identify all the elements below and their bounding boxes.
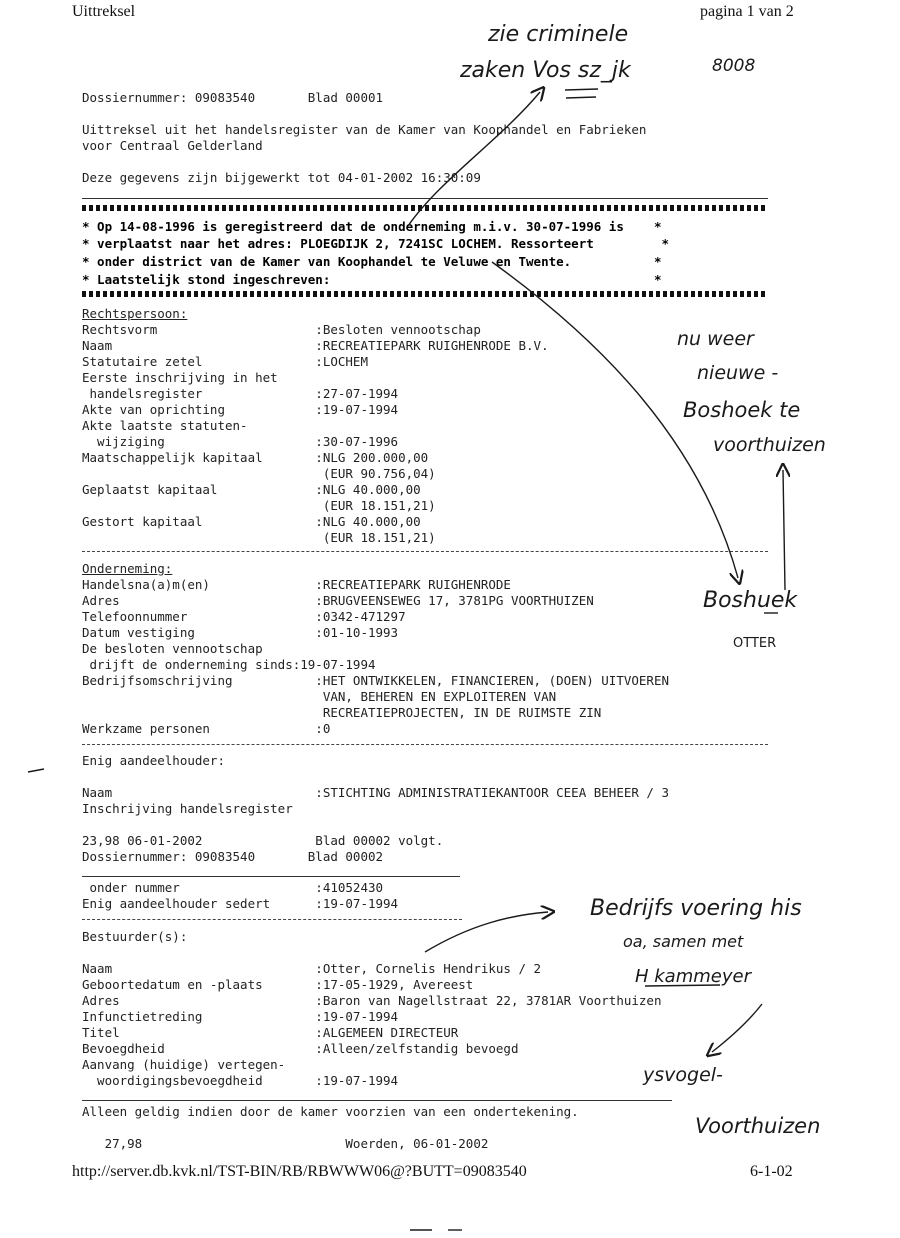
- dossier-line: Dossiernummer: 09083540 Blad 00001: [82, 90, 384, 105]
- field-row: woordigingsbevoegdheid :19-07-1994: [82, 1073, 399, 1088]
- document-footer: 27,98 Woerden, 06-01-2002: [82, 1136, 489, 1151]
- field-row: (EUR 90.756,04): [82, 466, 436, 481]
- handwritten-note: 8008: [712, 56, 756, 76]
- notice-line: * verplaatst naar het adres: PLOEGDIJK 2, 7241SC LOCHEM. Ressorteert *: [82, 236, 669, 251]
- field-row: Geplaatst kapitaal :NLG 40.000,00: [82, 482, 421, 497]
- validity-note: Alleen geldig indien door de kamer voorzien van een ondertekening.: [82, 1104, 579, 1119]
- arrow-to-boshuek: [492, 262, 738, 578]
- handwritten-note: OTTER: [733, 636, 777, 651]
- section-heading: Bestuurder(s):: [82, 929, 188, 944]
- updated-line: Deze gegevens zijn bijgewerkt tot 04-01-2002 16:30:09: [82, 170, 481, 185]
- underline-mark: [565, 89, 598, 90]
- field-row: Enig aandeelhouder sedert :19-07-1994: [82, 896, 399, 911]
- page-break-row: Dossiernummer: 09083540 Blad 00002: [82, 849, 384, 864]
- section-heading: Rechtspersoon:: [82, 306, 188, 321]
- field-row: Werkzame personen :0: [82, 721, 331, 736]
- field-row: Geboortedatum en -plaats :17-05-1929, Avereest: [82, 977, 474, 992]
- field-row: Gestort kapitaal :NLG 40.000,00: [82, 514, 421, 529]
- field-row: Statutaire zetel :LOCHEM: [82, 354, 368, 369]
- handwritten-note: zie criminele: [488, 22, 629, 47]
- arrow-to-crimineel: [408, 92, 540, 226]
- underline-mark: [566, 97, 596, 98]
- field-row: Naam :Otter, Cornelis Hendrikus / 2: [82, 961, 542, 976]
- arrow-to-voorthuizen: [783, 470, 785, 590]
- field-row: Maatschappelijk kapitaal :NLG 200.000,00: [82, 450, 429, 465]
- field-row: RECREATIEPROJECTEN, IN DE RUIMSTE ZIN: [82, 705, 602, 720]
- handwritten-note: zaken Vos sz_jk: [460, 58, 631, 83]
- header-left: Uittreksel: [72, 3, 136, 20]
- field-row: wijziging :30-07-1996: [82, 434, 399, 449]
- field-row: Telefoonnummer :0342-471297: [82, 609, 406, 624]
- field-row: Naam :RECREATIEPARK RUIGHENRODE B.V.: [82, 338, 549, 353]
- field-row: Titel :ALGEMEEN DIRECTEUR: [82, 1025, 459, 1040]
- header-page-number: pagina 1 van 2: [700, 3, 794, 20]
- handwritten-note: nu weer: [677, 328, 754, 350]
- page-break-row: 23,98 06-01-2002 Blad 00002 volgt.: [82, 833, 444, 848]
- field-row: Bevoegdheid :Alleen/zelfstandig bevoegd: [82, 1041, 519, 1056]
- handwritten-note: Voorthuizen: [695, 1114, 821, 1138]
- notice-line: * Laatstelijk stond ingeschreven: *: [82, 272, 662, 287]
- field-row: Akte van oprichting :19-07-1994: [82, 402, 399, 417]
- arrow-to-ysvogel: [712, 1004, 762, 1052]
- field-row: (EUR 18.151,21): [82, 530, 436, 545]
- field-row: Naam :STICHTING ADMINISTRATIEKANTOOR CEEA BEHEER / 3: [82, 785, 669, 800]
- section-heading: Onderneming:: [82, 561, 173, 576]
- field-row: Akte laatste statuten-: [82, 418, 248, 433]
- field-row: Infunctietreding :19-07-1994: [82, 1009, 399, 1024]
- field-row: Inschrijving handelsregister: [82, 801, 293, 816]
- handwritten-note: H kammeyer: [635, 966, 751, 987]
- underline-mark: [645, 985, 720, 986]
- field-row: handelsregister :27-07-1994: [82, 386, 399, 401]
- field-row: Datum vestiging :01-10-1993: [82, 625, 399, 640]
- field-row: Eerste inschrijving in het: [82, 370, 278, 385]
- field-row: (EUR 18.151,21): [82, 498, 436, 513]
- handwritten-note: Boshuek: [703, 588, 798, 613]
- field-row: Adres :BRUGVEENSEWEG 17, 3781PG VOORTHUIZEN: [82, 593, 594, 608]
- handwritten-note: Bedrijfs voering his: [590, 896, 802, 921]
- section-heading: Enig aandeelhouder:: [82, 753, 225, 768]
- field-row: onder nummer :41052430: [82, 880, 384, 895]
- field-row: Rechtsvorm :Besloten vennootschap: [82, 322, 481, 337]
- handwritten-note: oa, samen met: [623, 932, 744, 951]
- arrow-to-bedrijfsvoering: [425, 912, 548, 952]
- footer-url: http://server.db.kvk.nl/TST-BIN/RB/RBWWW06@?BUTT=09083540: [72, 1163, 527, 1180]
- handwritten-note: ysvogel-: [643, 1064, 723, 1086]
- notice-line: * onder district van de Kamer van Koophandel te Veluwe en Twente. *: [82, 254, 662, 269]
- intro-line-2: voor Centraal Gelderland: [82, 138, 263, 153]
- handwritten-note: Boshoek te: [683, 398, 801, 422]
- footer-date: 6-1-02: [750, 1163, 793, 1180]
- intro-line-1: Uittreksel uit het handelsregister van de Kamer van Koophandel en Fabrieken: [82, 122, 647, 137]
- handwritten-note: nieuwe -: [697, 362, 779, 384]
- field-row: VAN, BEHEREN EN EXPLOITEREN VAN: [82, 689, 557, 704]
- field-row: Aanvang (huidige) vertegen-: [82, 1057, 286, 1072]
- field-row: Adres :Baron van Nagellstraat 22, 3781AR Voorthuizen: [82, 993, 662, 1008]
- margin-mark: [28, 769, 44, 772]
- field-row: drijft de onderneming sinds:19-07-1994: [82, 657, 376, 672]
- handwritten-note: voorthuizen: [713, 434, 826, 456]
- field-row: Handelsna(a)m(en) :RECREATIEPARK RUIGHENRODE: [82, 577, 511, 592]
- field-row: Bedrijfsomschrijving :HET ONTWIKKELEN, FINANCIEREN, (DOEN) UITVOEREN: [82, 673, 669, 688]
- field-row: De besloten vennootschap: [82, 641, 263, 656]
- notice-line: * Op 14-08-1996 is geregistreerd dat de onderneming m.i.v. 30-07-1996 is *: [82, 219, 662, 234]
